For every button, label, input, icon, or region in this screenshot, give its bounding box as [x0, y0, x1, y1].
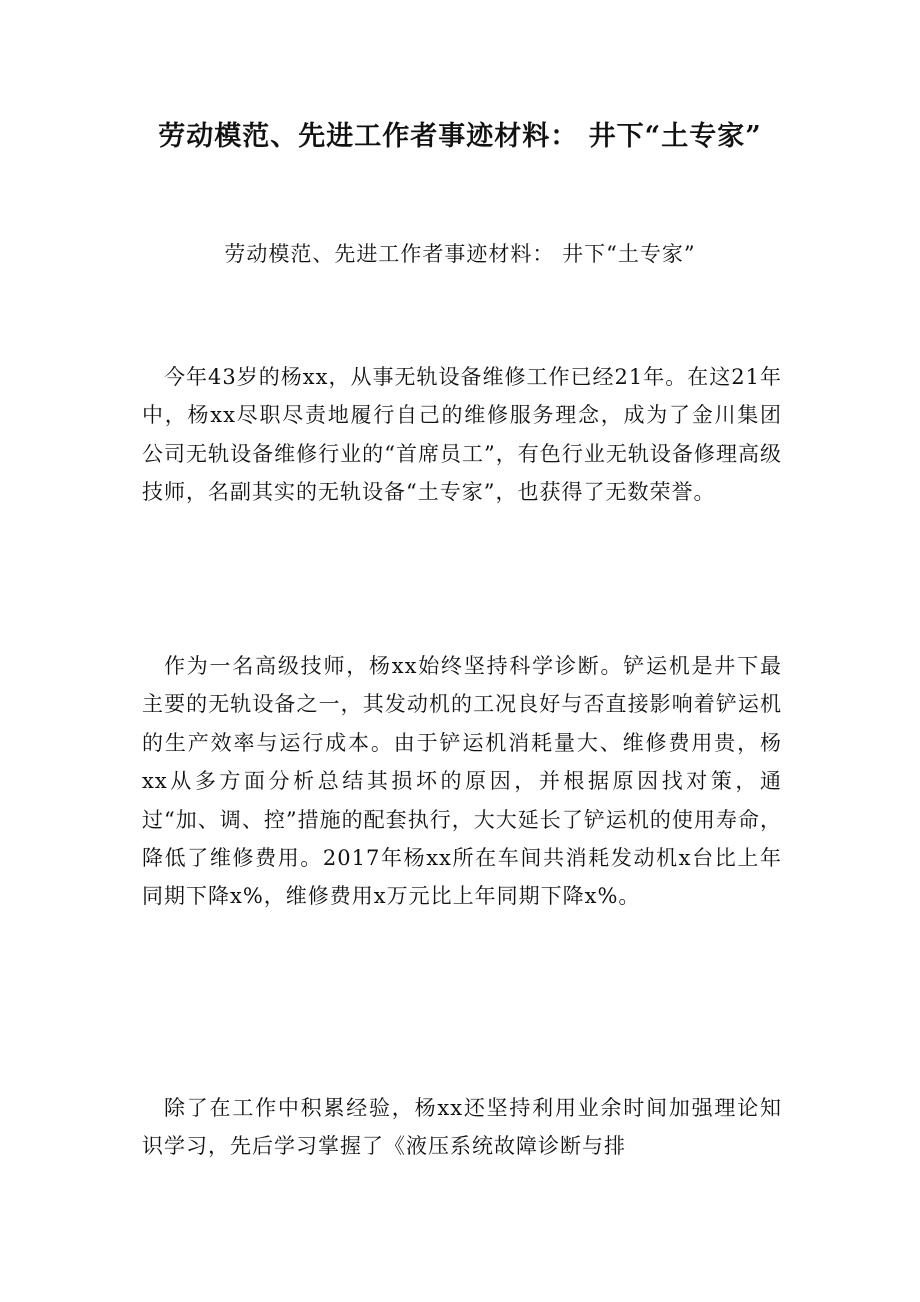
document-subtitle: 劳动模范、先进工作者事迹材料： 井下“土专家”: [224, 242, 696, 266]
paragraph: 今年43岁的杨xx，从事无轨设备维修工作已经21年。在这21年中，杨xx尽职尽责地履行自己的维修服务理念，成为了金川集团公司无轨设备维修行业的“首席员工”，有色行业无轨设备修理高级技师，名副其实的无轨设备“土专家”，也获得了无数荣誉。: [142, 365, 782, 505]
paragraph: 除了在工作中积累经验，杨xx还坚持利用业余时间加强理论知识学习，先后学习掌握了《液压系统故障诊断与排: [142, 1096, 782, 1159]
paragraph: 作为一名高级技师，杨xx始终坚持科学诊断。铲运机是井下最主要的无轨设备之一，其发动机的工况良好与否直接影响着铲运机的生产效率与运行成本。由于铲运机消耗量大、维修费用贵，杨xx从多方面分析总结其损坏的原因，并根据原因找对策，通过“加、调、控”措施的配套执行，大大延长了铲运机的使用寿命，降低了维修费用。2017年杨xx所在车间共消耗发动机x台比上年同期下降x%，维修费用x万元比上年同期下降x%。: [142, 654, 782, 909]
document-title: 劳动模范、先进工作者事迹材料： 井下“土专家”: [158, 121, 762, 152]
